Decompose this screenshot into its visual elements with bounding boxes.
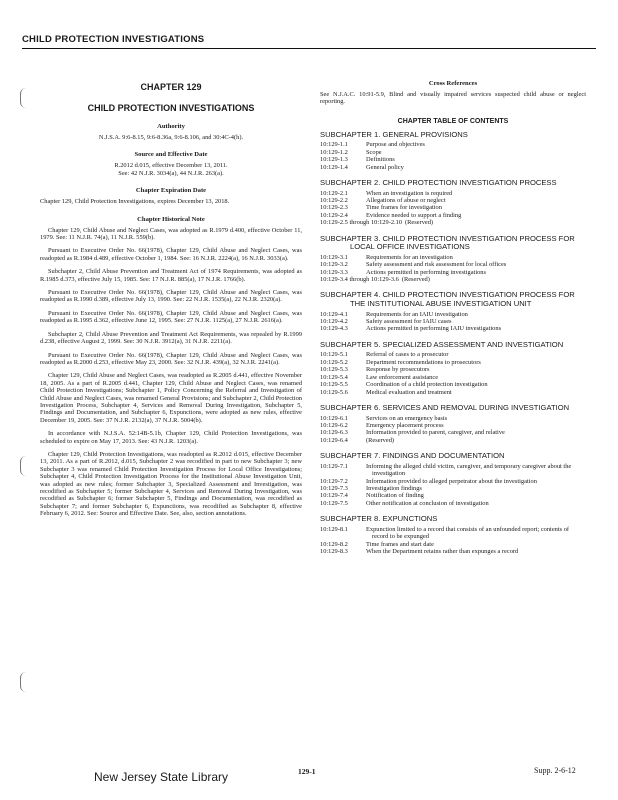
section-title: Evidence needed to support a finding: [366, 211, 462, 219]
subchapter-heading: SUBCHAPTER 7. FINDINGS AND DOCUMENTATION: [320, 451, 505, 461]
section-list: [320, 463, 586, 507]
section-number: 10:129-1.4: [320, 163, 348, 171]
section-title: Scope: [366, 148, 382, 156]
section-number: 10:129-2.5 through 10:129-2.10: [320, 219, 403, 227]
section-title: Other notification at conclusion of investigation: [366, 499, 489, 507]
section-number: 10:129-2.3: [320, 204, 348, 212]
authority-text: N.J.S.A. 9:6-8.15, 9:6-8.36a, 9:6-8.106, and 30:4C-4(h).: [98, 134, 244, 141]
source-heading: Source and Effective Date: [134, 151, 208, 159]
section-title: Coordination of a child protection investigation: [366, 381, 488, 389]
toc-entry: [320, 261, 586, 268]
left-column: [40, 80, 302, 518]
toc-entry: [320, 389, 586, 396]
section-number: 10:129-5.3: [320, 366, 348, 374]
section-number: 10:129-6.4: [320, 436, 348, 444]
section-title: (Reserved): [405, 219, 434, 227]
section-title: (Reserved): [401, 276, 430, 284]
toc-entry: [320, 366, 586, 373]
toc-entry: [320, 422, 586, 429]
section-number: 10:129-7.3: [320, 484, 348, 492]
toc-entry: [320, 219, 586, 226]
section-number: 10:129-6.3: [320, 429, 348, 437]
library-stamp: New Jersey State Library: [94, 770, 229, 784]
section-number: 10:129-3.3: [320, 268, 348, 276]
supplement-date: Supp. 2-6-12: [534, 766, 576, 775]
toc-entry: [320, 325, 586, 332]
history-paragraph: Subchapter 2, Child Abuse Prevention and Treatment Act Requirements, was repealed by R.1999 d.238, effective August 2, 1999. See: 30 N.J.R. 3912(a), 31 N.J.R. 2211(a).: [40, 330, 302, 346]
section-title: (Reserved): [366, 436, 395, 444]
header-rule: [22, 48, 596, 49]
section-number: 10:129-3.1: [320, 253, 348, 261]
toc-entry: [320, 141, 586, 148]
section-title: Medical evaluation and treatment: [366, 388, 452, 396]
toc-entry: [320, 351, 586, 358]
source-text: See: 42 N.J.R. 3034(a), 44 N.J.R. 263(a).: [118, 169, 224, 177]
margin-mark: [20, 672, 29, 692]
toc-entry: [320, 381, 586, 388]
cross-references-text: See N.J.A.C. 10:91-5.9, Blind and visually impaired services suspected child abuse or neglect reporting.: [320, 91, 586, 106]
section-title: Time frames for investigation: [366, 204, 442, 212]
section-title: When the Department retains rather than expunges a record: [366, 547, 519, 555]
section-number: 10:129-7.2: [320, 477, 348, 485]
toc-entry: [320, 318, 586, 325]
toc-entry: [320, 526, 586, 541]
toc-entry: [320, 548, 586, 555]
chapter-title: CHILD PROTECTION INVESTIGATIONS: [87, 103, 255, 113]
toc-entry: [320, 429, 586, 436]
history-paragraph: Chapter 129, Child Protection Investigations, was readopted as R.2012 d.015, effective December 13, 2011. As a part of R.2012, d.015, Subchapter 2 was recodified in part to new Subchapter 3; new Subchapter 3 was renamed Child Protection Investigation Process for Local Office Investigations; Subchapter 4, Child Protection Investigation Process for the Institutional Abuse Investigation Unit, was adopted as new rules; former Subchapter 3, Specialized Assessment and Investigation, was recodified as Subchapter 5; former Subchapter 4, Services and Removal During Investigation, was recodified as Subchapter 6; former Subchapter 5, Findings and Documentation, was recodified as Subchapter 7; and former Subchapter 6, Expunctions, was recodified as Subchapter 8, effective February 6, 2012. See: Source and Effective Date. See, also, section annotations.: [40, 450, 302, 518]
expiration-heading: Chapter Expiration Date: [135, 187, 207, 195]
history-paragraph: Pursuant to Executive Order No. 66(1978), Chapter 129, Child Abuse and Neglect Cases, was readopted as R.1990 d.389, effective July 13, 1990. See: 22 N.J.R. 1535(a), 22 N.J.R. 2320(a).: [40, 289, 302, 304]
subchapter-heading: SUBCHAPTER 3. CHILD PROTECTION INVESTIGATION PROCESS FOR LOCAL OFFICE INVESTIGATIONS: [320, 233, 575, 252]
toc-entry: [320, 204, 586, 211]
subchapter-heading: SUBCHAPTER 2. CHILD PROTECTION INVESTIGATION PROCESS: [320, 178, 557, 188]
section-title: Safety assessment for IAIU cases: [366, 318, 452, 326]
section-number: 10:129-4.2: [320, 318, 348, 326]
running-head: CHILD PROTECTION INVESTIGATIONS: [22, 34, 205, 45]
section-title: Requirements for an IAIU investigation: [366, 310, 468, 318]
subchapter-heading: SUBCHAPTER 5. SPECIALIZED ASSESSMENT AND INVESTIGATION: [320, 339, 564, 349]
section-number: 10:129-6.2: [320, 421, 348, 429]
history-paragraph: Subchapter 2, Child Abuse Prevention and Treatment Act of 1974 Requirements, was adopted as R.1985 d.373, effective July 15, 1985. See: 17 N.J.R. 885(a), 17 N.J.R. 1766(b).: [40, 268, 302, 283]
section-title: Referral of cases to a prosecutor: [366, 351, 449, 359]
right-column: [320, 80, 586, 555]
margin-mark: [20, 456, 29, 476]
toc-entry: [320, 197, 586, 204]
section-number: 10:129-1.3: [320, 156, 348, 164]
section-list: [320, 141, 586, 171]
section-list: [320, 190, 586, 227]
toc-entry: [320, 276, 586, 283]
toc-entry: [320, 478, 586, 485]
history-paragraph: Pursuant to Executive Order No. 66(1978), Chapter 129, Child Abuse and Neglect Cases, was readopted as R.1995 d.362, effective June 12, 1995. See: 27 N.J.R. 1125(a), 27 N.J.R. 2616(a).: [40, 309, 302, 325]
section-list: [320, 415, 586, 445]
section-number: 10:129-8.3: [320, 547, 348, 555]
section-title: Requirements for an investigation: [366, 253, 453, 261]
section-title: Definitions: [366, 156, 395, 164]
cross-references-heading: Cross References: [428, 80, 478, 87]
toc-entry: [320, 269, 586, 276]
section-number: 10:129-5.1: [320, 351, 348, 359]
toc-entry: [320, 492, 586, 499]
section-title: When an investigation is required: [366, 189, 453, 197]
toc-entry: [320, 149, 586, 156]
history-notes: [40, 227, 302, 518]
section-title: Information provided to alleged perpetrator about the investigation: [366, 477, 537, 485]
section-title: Investigation findings: [366, 484, 422, 492]
toc-entry: [320, 156, 586, 163]
section-title: Services on an emergency basis: [366, 414, 448, 422]
source-text: R.2012 d.015, effective December 13, 2011.: [114, 162, 228, 170]
authority-heading: Authority: [157, 123, 185, 130]
subchapter-heading: SUBCHAPTER 6. SERVICES AND REMOVAL DURING INVESTIGATION: [320, 402, 570, 412]
section-number: 10:129-3.2: [320, 261, 348, 269]
section-number: 10:129-3.4 through 10:129-3.6: [320, 276, 399, 284]
section-number: 10:129-7.1: [320, 462, 348, 470]
section-list: [320, 311, 586, 333]
section-number: 10:129-4.1: [320, 310, 348, 318]
section-title: Time frames and start date: [366, 540, 434, 548]
section-number: 10:129-2.1: [320, 189, 348, 197]
section-number: 10:129-2.2: [320, 197, 348, 205]
history-paragraph: In accordance with N.J.S.A. 52:14B-5.1b, Chapter 129, Child Protection Investigations, was scheduled to expire on May 17, 2013. See: 43 N.J.R. 1203(a).: [40, 430, 302, 445]
section-number: 10:129-1.1: [320, 141, 348, 149]
section-title: Actions permitted in performing IAIU investigations: [366, 325, 502, 333]
section-number: 10:129-8.1: [320, 525, 348, 533]
section-title: Purpose and objectives: [366, 141, 425, 149]
toc-entry: [320, 541, 586, 548]
section-list: [320, 526, 586, 556]
section-title: Department recommendations to prosecutors: [366, 358, 481, 366]
toc-entry: [320, 500, 586, 507]
toc-entry: [320, 359, 586, 366]
section-number: 10:129-1.2: [320, 148, 348, 156]
section-title: Actions permitted in performing investigations: [366, 268, 486, 276]
section-list: [320, 254, 586, 284]
toc-entry: [320, 311, 586, 318]
toc-entry: [320, 485, 586, 492]
section-title: Safety assessment and risk assessment for local offices: [366, 261, 507, 269]
margin-mark: [20, 88, 29, 108]
toc-entry: [320, 164, 586, 171]
section-number: 10:129-7.4: [320, 492, 348, 500]
section-number: 10:129-5.2: [320, 358, 348, 366]
toc-entry: [320, 212, 586, 219]
section-title: Allegations of abuse or neglect: [366, 197, 446, 205]
section-title: Informing the alleged child victim, caregiver, and temporary caregiver about the investigation: [366, 462, 572, 478]
section-title: Emergency placement process: [366, 421, 444, 429]
section-number: 10:129-5.5: [320, 381, 348, 389]
history-paragraph: Chapter 129, Child Abuse and Neglect Cases, was readopted as R.2005 d.441, effective November 18, 2005. As a part of R.2005 d.441, Chapter 129, Child Abuse and Neglect Cases, was renamed Child Protection Investigations; Subchapter 1, Policy Concerning the Referral and Investigation of Child Abuse and Neglect Cases, was renamed General Provisions; and Subchapter 2, Child Protection Investigation Process, Subchapter 4, Services and Removal During Investigation, Subchapter 5, Findings and Documentation, and Subchapter 6, Expunctions, were adopted as new rules, effective December 19, 2005. See: 37 N.J.R. 2132(a), 37 N.J.R. 5004(b).: [40, 372, 302, 424]
toc-heading: CHAPTER TABLE OF CONTENTS: [397, 117, 509, 125]
subchapter-heading: SUBCHAPTER 8. EXPUNCTIONS: [320, 514, 438, 524]
expiration-text: Chapter 129, Child Protection Investigations, expires December 13, 2018.: [40, 198, 230, 206]
history-paragraph: Pursuant to Executive Order No. 66(1978), Chapter 129, Child Abuse and Neglect Cases, was readopted as R.1984 d.489, effective October 1, 1984. See: 16 N.J.R. 2224(a), 16 N.J.R. 3033(a).: [40, 247, 302, 262]
section-title: General policy: [366, 163, 404, 171]
section-number: 10:129-5.4: [320, 373, 348, 381]
section-title: Expunction limited to a record that consists of an unfounded report; contents of record to be expunged: [366, 525, 570, 541]
toc-entry: [320, 463, 586, 478]
section-title: Law enforcement assistance: [366, 373, 439, 381]
page-number: 129-1: [298, 767, 316, 776]
section-number: 10:129-6.1: [320, 414, 348, 422]
subchapter-heading: SUBCHAPTER 1. GENERAL PROVISIONS: [320, 129, 468, 139]
subchapter-heading: SUBCHAPTER 4. CHILD PROTECTION INVESTIGATION PROCESS FOR THE INSTITUTIONAL ABUSE INVESTIGATION UNIT: [320, 290, 575, 309]
section-number: 10:129-4.3: [320, 325, 348, 333]
section-title: Response by prosecutors: [366, 366, 430, 374]
section-title: Information provided to parent, caregiver, and relative: [366, 429, 505, 437]
toc-entry: [320, 254, 586, 261]
section-number: 10:129-8.2: [320, 540, 348, 548]
section-number: 10:129-5.6: [320, 388, 348, 396]
chapter-number: CHAPTER 129: [140, 82, 202, 92]
toc-entry: [320, 374, 586, 381]
history-heading: Chapter Historical Note: [137, 215, 205, 223]
toc-entry: [320, 415, 586, 422]
table-of-contents: [320, 131, 586, 556]
section-title: Notification of finding: [366, 492, 424, 500]
history-paragraph: Chapter 129, Child Abuse and Neglect Cases, was adopted as R.1979 d.400, effective October 11, 1979. See: 11 N.J.R. 74(a), 11 N.J.R. 559(b).: [40, 226, 302, 242]
history-paragraph: Pursuant to Executive Order No. 66(1978), Chapter 129, Child Abuse and Neglect Cases, was readopted as R.2000 d.253, effective May 23, 2000. See: 32 N.J.R. 439(a), 32 N.J.R. 2241(a).: [40, 351, 302, 366]
section-number: 10:129-2.4: [320, 211, 348, 219]
section-number: 10:129-7.5: [320, 499, 348, 507]
toc-entry: [320, 437, 586, 444]
toc-entry: [320, 190, 586, 197]
section-list: [320, 351, 586, 395]
